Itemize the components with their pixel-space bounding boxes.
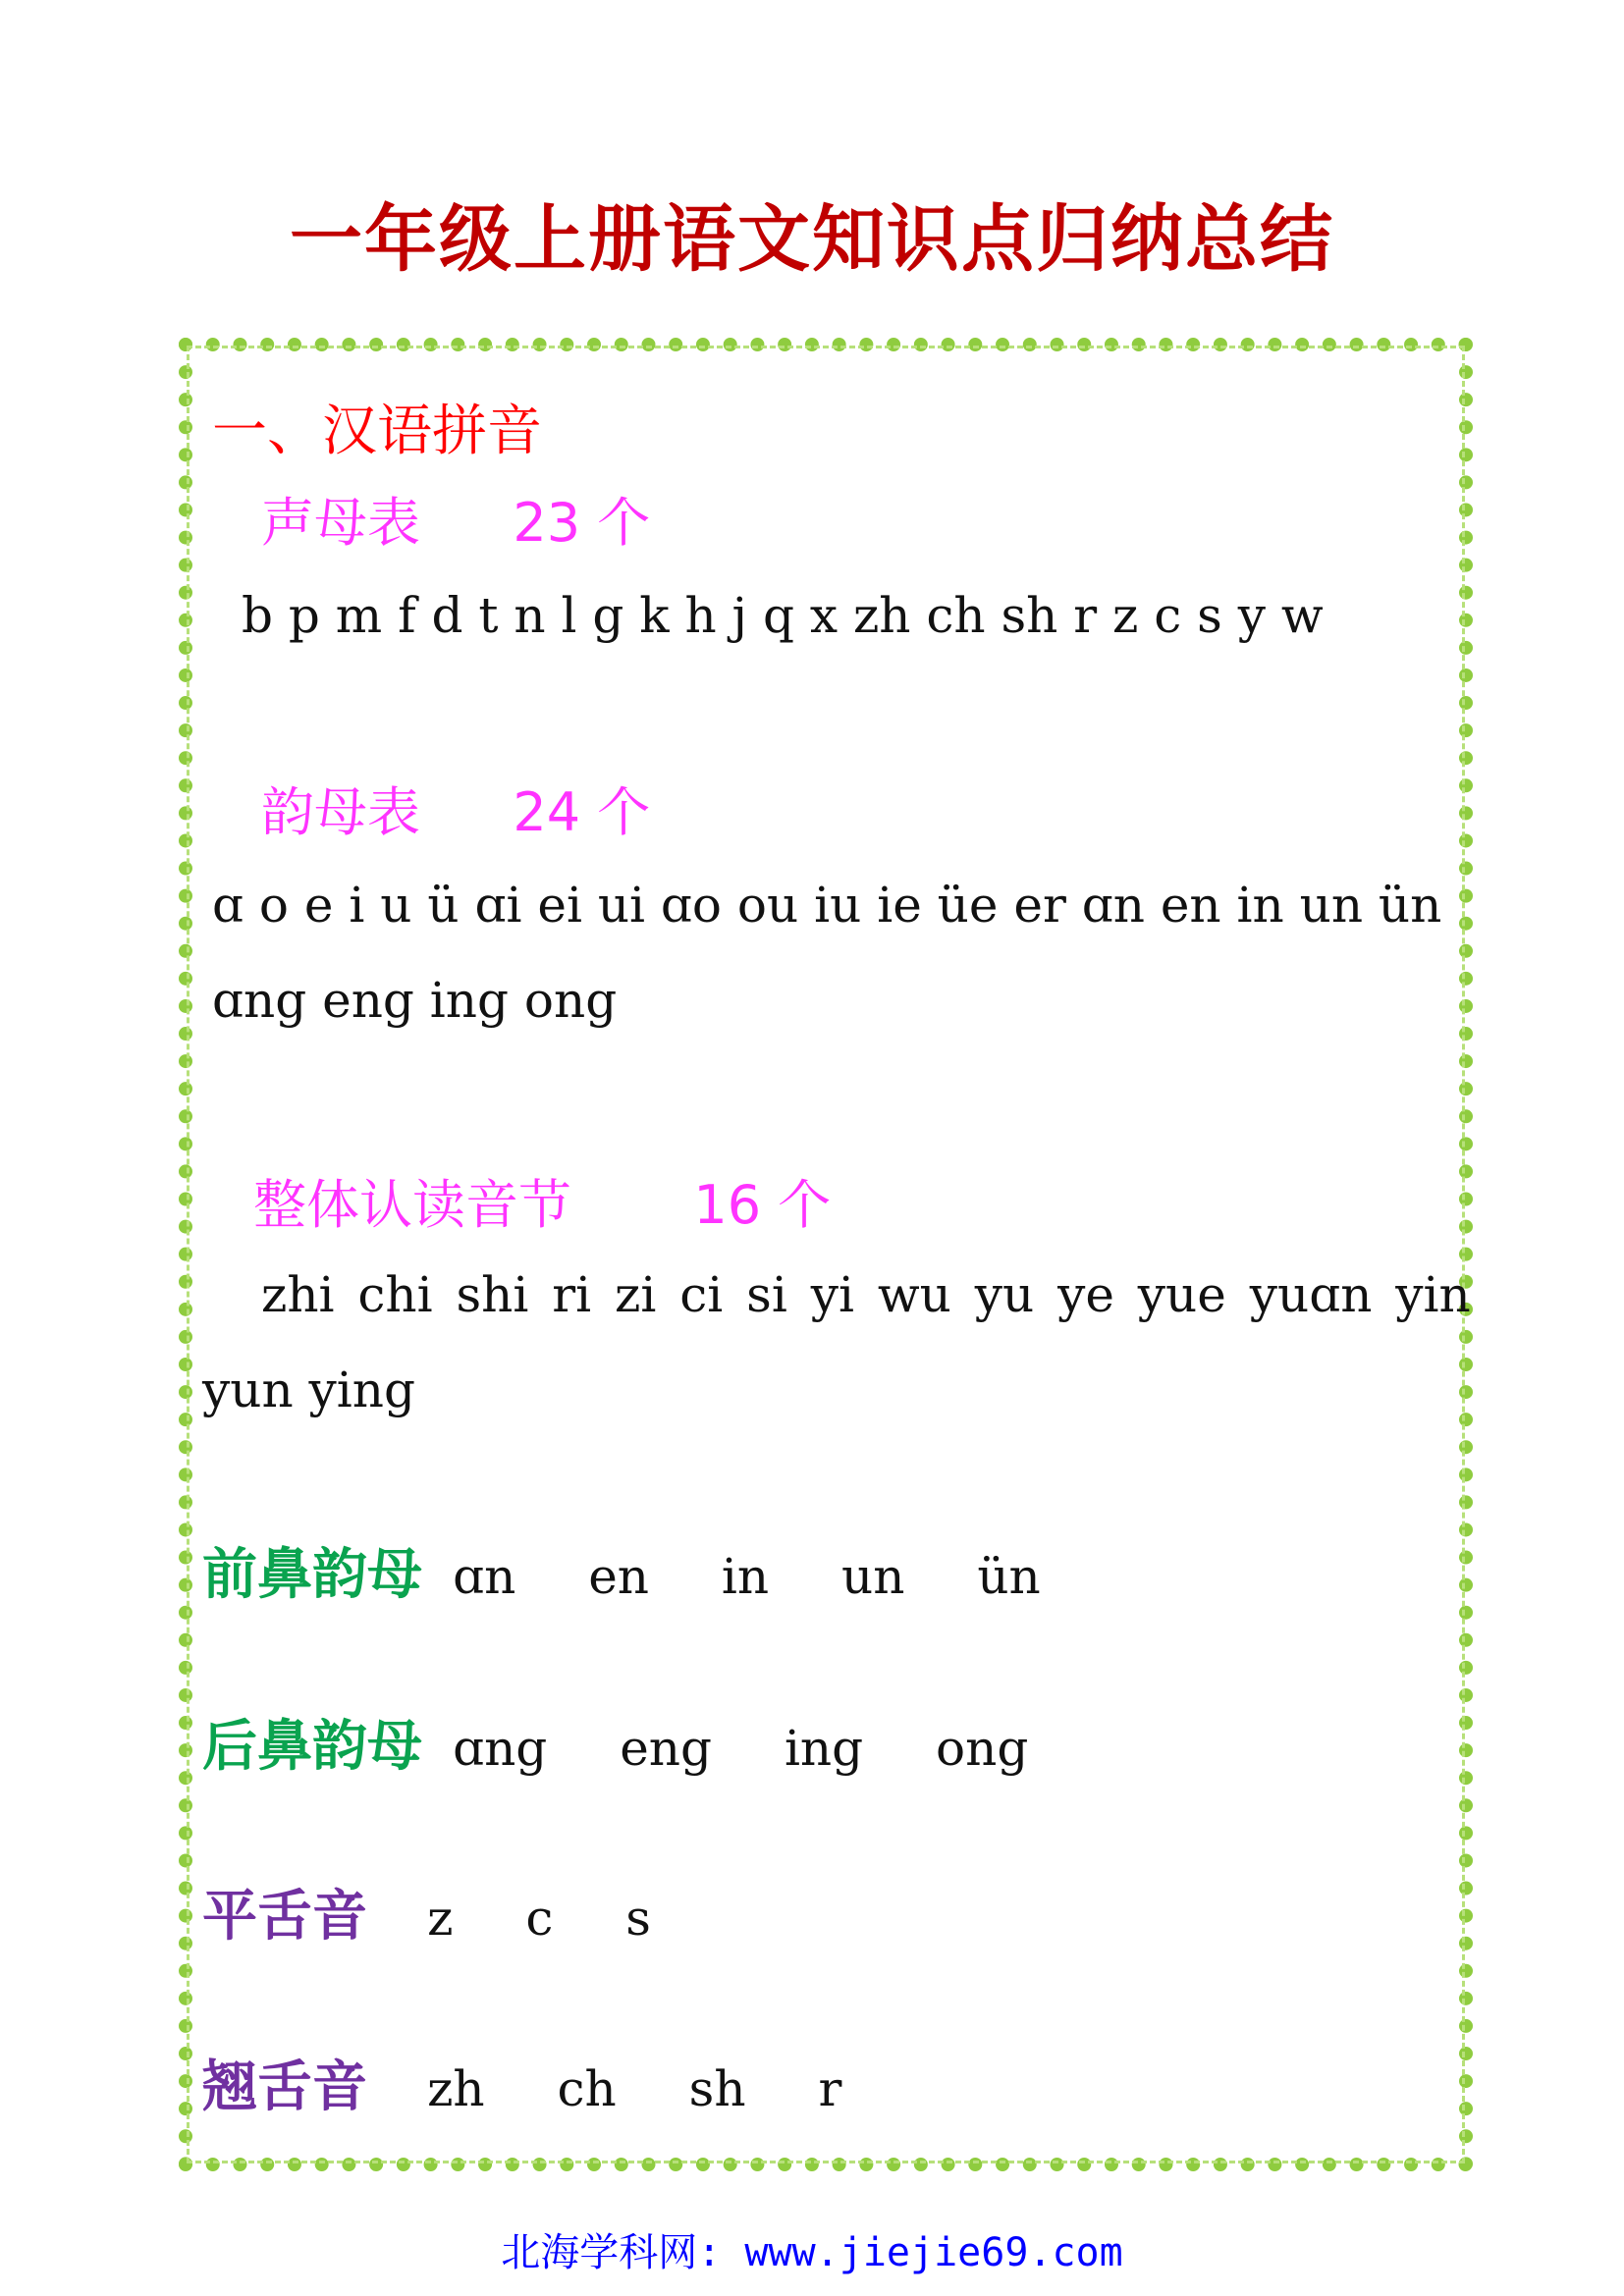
back-nasal-items bbox=[453, 1720, 1085, 1777]
front-nasal-item: ɑn bbox=[453, 1548, 516, 1605]
flat-tongue-item: z bbox=[427, 1890, 454, 1947]
back-nasal-item: ing bbox=[784, 1720, 864, 1777]
flat-tongue-item: s bbox=[625, 1890, 651, 1947]
front-nasal-item: en bbox=[588, 1548, 650, 1605]
finals-heading bbox=[261, 771, 650, 846]
finals-list-line1: ɑ o e i u ü ɑi ei ui ɑo ou iu ie üe er ɑn en in un ün bbox=[212, 877, 1442, 934]
initials-heading bbox=[261, 481, 650, 557]
syllables-list-line1: zhi chi shi ri zi ci si yi wu yu ye yue yuɑn yin bbox=[261, 1266, 1471, 1323]
retroflex-label: 翘舌音 bbox=[202, 2056, 367, 2119]
finals-count: 24 个 bbox=[513, 781, 651, 843]
flat-tongue-row bbox=[202, 1873, 708, 1951]
syllables-label: 整体认读音节 bbox=[253, 1174, 571, 1236]
section-heading: 一、汉语拼音 bbox=[212, 400, 542, 463]
footer-watermark[interactable]: 北海学科网: www.jiejie69.com bbox=[501, 2230, 1123, 2275]
retroflex-item: sh bbox=[688, 2060, 746, 2117]
initials-count: 23 个 bbox=[513, 492, 651, 554]
syllables-heading bbox=[253, 1163, 831, 1239]
back-nasal-item: ong bbox=[936, 1720, 1029, 1777]
initials-label: 声母表 bbox=[261, 492, 420, 554]
finals-list-line2: ɑng eng ing ong bbox=[212, 972, 618, 1029]
initials-list: b p m f d t n l g k h j q x zh ch sh r z c s y w bbox=[242, 587, 1324, 644]
finals-label: 韵母表 bbox=[261, 781, 420, 843]
front-nasal-item: ün bbox=[977, 1548, 1041, 1605]
retroflex-item: r bbox=[818, 2060, 842, 2117]
retroflex-row bbox=[202, 2044, 898, 2122]
front-nasal-items bbox=[453, 1548, 1098, 1605]
front-nasal-item: un bbox=[841, 1548, 905, 1605]
front-nasal-label: 前鼻韵母 bbox=[202, 1543, 422, 1607]
back-nasal-row bbox=[202, 1703, 1085, 1782]
syllables-list-line2: yun ying bbox=[202, 1362, 415, 1418]
flat-tongue-items bbox=[427, 1890, 708, 1947]
front-nasal-row bbox=[202, 1531, 1098, 1610]
back-nasal-item: eng bbox=[620, 1720, 713, 1777]
back-nasal-item: ɑng bbox=[453, 1720, 548, 1777]
retroflex-items bbox=[427, 2060, 898, 2117]
retroflex-item: ch bbox=[557, 2060, 617, 2117]
flat-tongue-label: 平舌音 bbox=[202, 1885, 367, 1949]
syllables-count: 16 个 bbox=[693, 1174, 832, 1236]
page-title: 一年级上册语文知识点归纳总结 bbox=[290, 197, 1334, 282]
retroflex-item: zh bbox=[427, 2060, 485, 2117]
back-nasal-label: 后鼻韵母 bbox=[202, 1715, 422, 1779]
flat-tongue-item: c bbox=[525, 1890, 554, 1947]
front-nasal-item: in bbox=[721, 1548, 770, 1605]
